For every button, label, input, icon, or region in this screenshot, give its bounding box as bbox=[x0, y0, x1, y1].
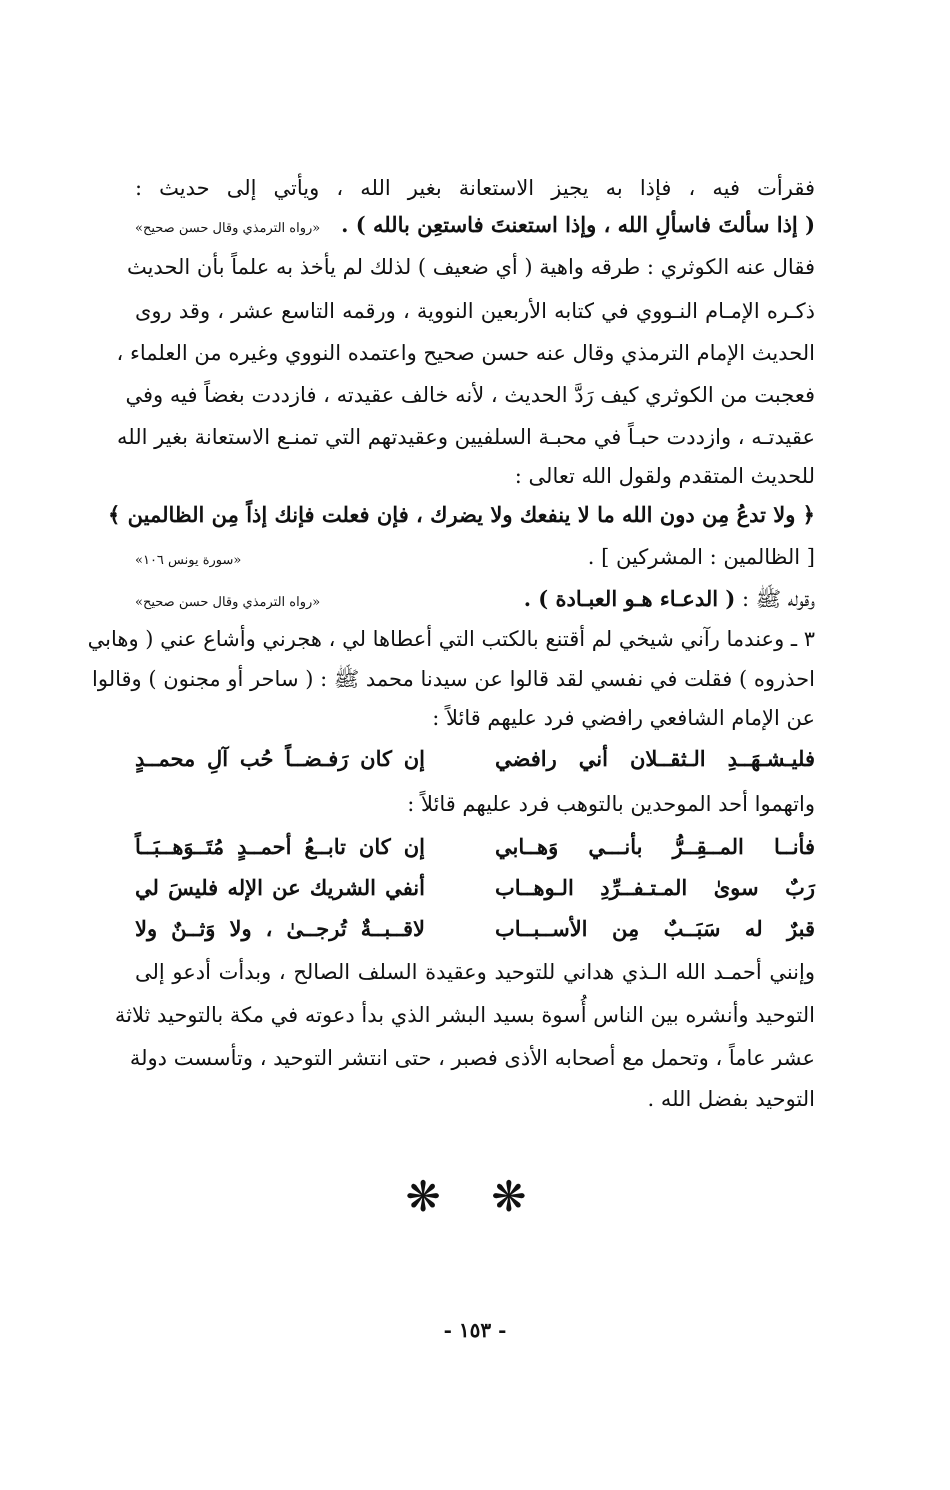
hadith-line bbox=[135, 210, 815, 244]
poem-hemistich: فليـشـهَــدِ الـثقــلان أني رافضي bbox=[495, 746, 815, 771]
paragraph-line: عن الإمام الشافعي رافضي فرد عليهم قائلاً : bbox=[432, 706, 815, 730]
citation-note: «سورة يونس ١٠٦» bbox=[135, 553, 242, 568]
poem-hemistich: إن كان رَفـضــاً حُب آلِ محمــدٍ bbox=[135, 746, 425, 771]
section-ornament: ❋ ❋ bbox=[405, 1172, 545, 1221]
citation-note: «رواه الترمذي وقال حسن صحيح» bbox=[135, 595, 321, 610]
paragraph-line: للحديث المتقدم ولقول الله تعالى : bbox=[514, 464, 815, 488]
hadith-quote: ( إذا سألتَ فاسألِ الله ، وإذا استعنتَ فاستعِن بالله ) . bbox=[341, 212, 815, 237]
hadith-line bbox=[135, 584, 815, 618]
poem-hemistich: فأنــا المــقِــرُّ بأنـــي وَهــابي bbox=[495, 834, 815, 859]
paragraph-line: التوحيد وأنشره بين الناس أُسوة بسيد البشر الذي بدأ دعوته في مكة بالتوحيد ثلاثة bbox=[114, 1003, 815, 1027]
paragraph-line: عشر عاماً ، وتحمل مع أصحابه الأذى فصبر ، حتى انتشر التوحيد ، وتأسست دولة bbox=[129, 1046, 815, 1070]
hadith-quote: ( الدعـاء هـو العبـادة ) . bbox=[523, 586, 736, 611]
paragraph-line: احذروه ) فقلت في نفسي لقد قالوا عن سيدنا محمد ﷺ : ( ساحر أو مجنون ) وقالوا bbox=[92, 667, 815, 691]
paragraph-line: ذكـره الإمـام النـووي في كتابه الأربعين النووية ، ورقمه التاسع عشر ، وقد روى bbox=[135, 299, 815, 323]
poem-hemistich: رَبٌ سوىٰ المـتـفــرِّدِ الـوهــاب bbox=[495, 875, 815, 900]
paragraph-line: عقيدتـه ، وازددت حبـاً في محبـة السلفيين وعقيدتهم التي تمنـع الاستعانة بغير الله bbox=[116, 425, 815, 449]
paragraph-line: فعجبت من الكوثري كيف رَدَّ الحديث ، لأنه خالف عقيدته ، فازددت بغضاً فيه وفي bbox=[125, 383, 815, 407]
citation-note: «رواه الترمذي وقال حسن صحيح» bbox=[135, 221, 321, 236]
paragraph-line: فقال عنه الكوثري : طرقه واهية ( أي ضعيف ) لذلك لم يأخذ به علماً بأن الحديث bbox=[126, 255, 815, 279]
poem-hemistich: قبرٌ له سَبَــبٌ مِن الأســبــاب bbox=[495, 916, 815, 941]
paragraph-line: التوحيد بفضل الله . bbox=[647, 1087, 815, 1111]
page-number: - ١٥٣ - bbox=[443, 1318, 507, 1342]
paragraph-line: وإنني أحمـد الله الـذي هداني للتوحيد وعقيدة السلف الصالح ، وبدأت أدعو إلى bbox=[135, 960, 815, 984]
gloss-line bbox=[135, 542, 815, 576]
paragraph-line: واتهموا أحد الموحدين بالتوهب فرد عليهم قائلاً : bbox=[407, 792, 815, 816]
paragraph-line: ٣ ـ وعندما رآني شيخي لم أقتنع بالكتب التي أعطاها لي ، هجرني وأشاع عني ( وهابي bbox=[87, 627, 815, 651]
paragraph-line: فقرأت فيه ، فإذا به يجيز الاستعانة بغير الله ، ويأتي إلى حديث : bbox=[135, 176, 815, 200]
poem-hemistich: إن كان تابــعُ أحمــدٍ مُتَــوَهــبَــاً bbox=[135, 834, 425, 859]
poem-hemistich: أنفي الشريك عن الإله فليسَ لي bbox=[135, 875, 425, 900]
hadith-intro: وقوله ﷺ : bbox=[742, 587, 815, 611]
paragraph-line: الحديث الإمام الترمذي وقال عنه حسن صحيح واعتمده النووي وغيره من العلماء ، bbox=[116, 341, 815, 365]
quran-verse: ﴿ ولا تدعُ مِن دون الله ما لا ينفعك ولا يضرك ، فإن فعلت فإنك إذاً مِن الظالمين ﴾ bbox=[108, 502, 815, 527]
poem-hemistich: لاقــبــةٌ تُرجــىٰ ، ولا وَثــنٌ ولا bbox=[135, 916, 425, 941]
gloss-text: [ الظالمين : المشركين ] . bbox=[587, 545, 815, 569]
hadith-text bbox=[524, 584, 815, 614]
